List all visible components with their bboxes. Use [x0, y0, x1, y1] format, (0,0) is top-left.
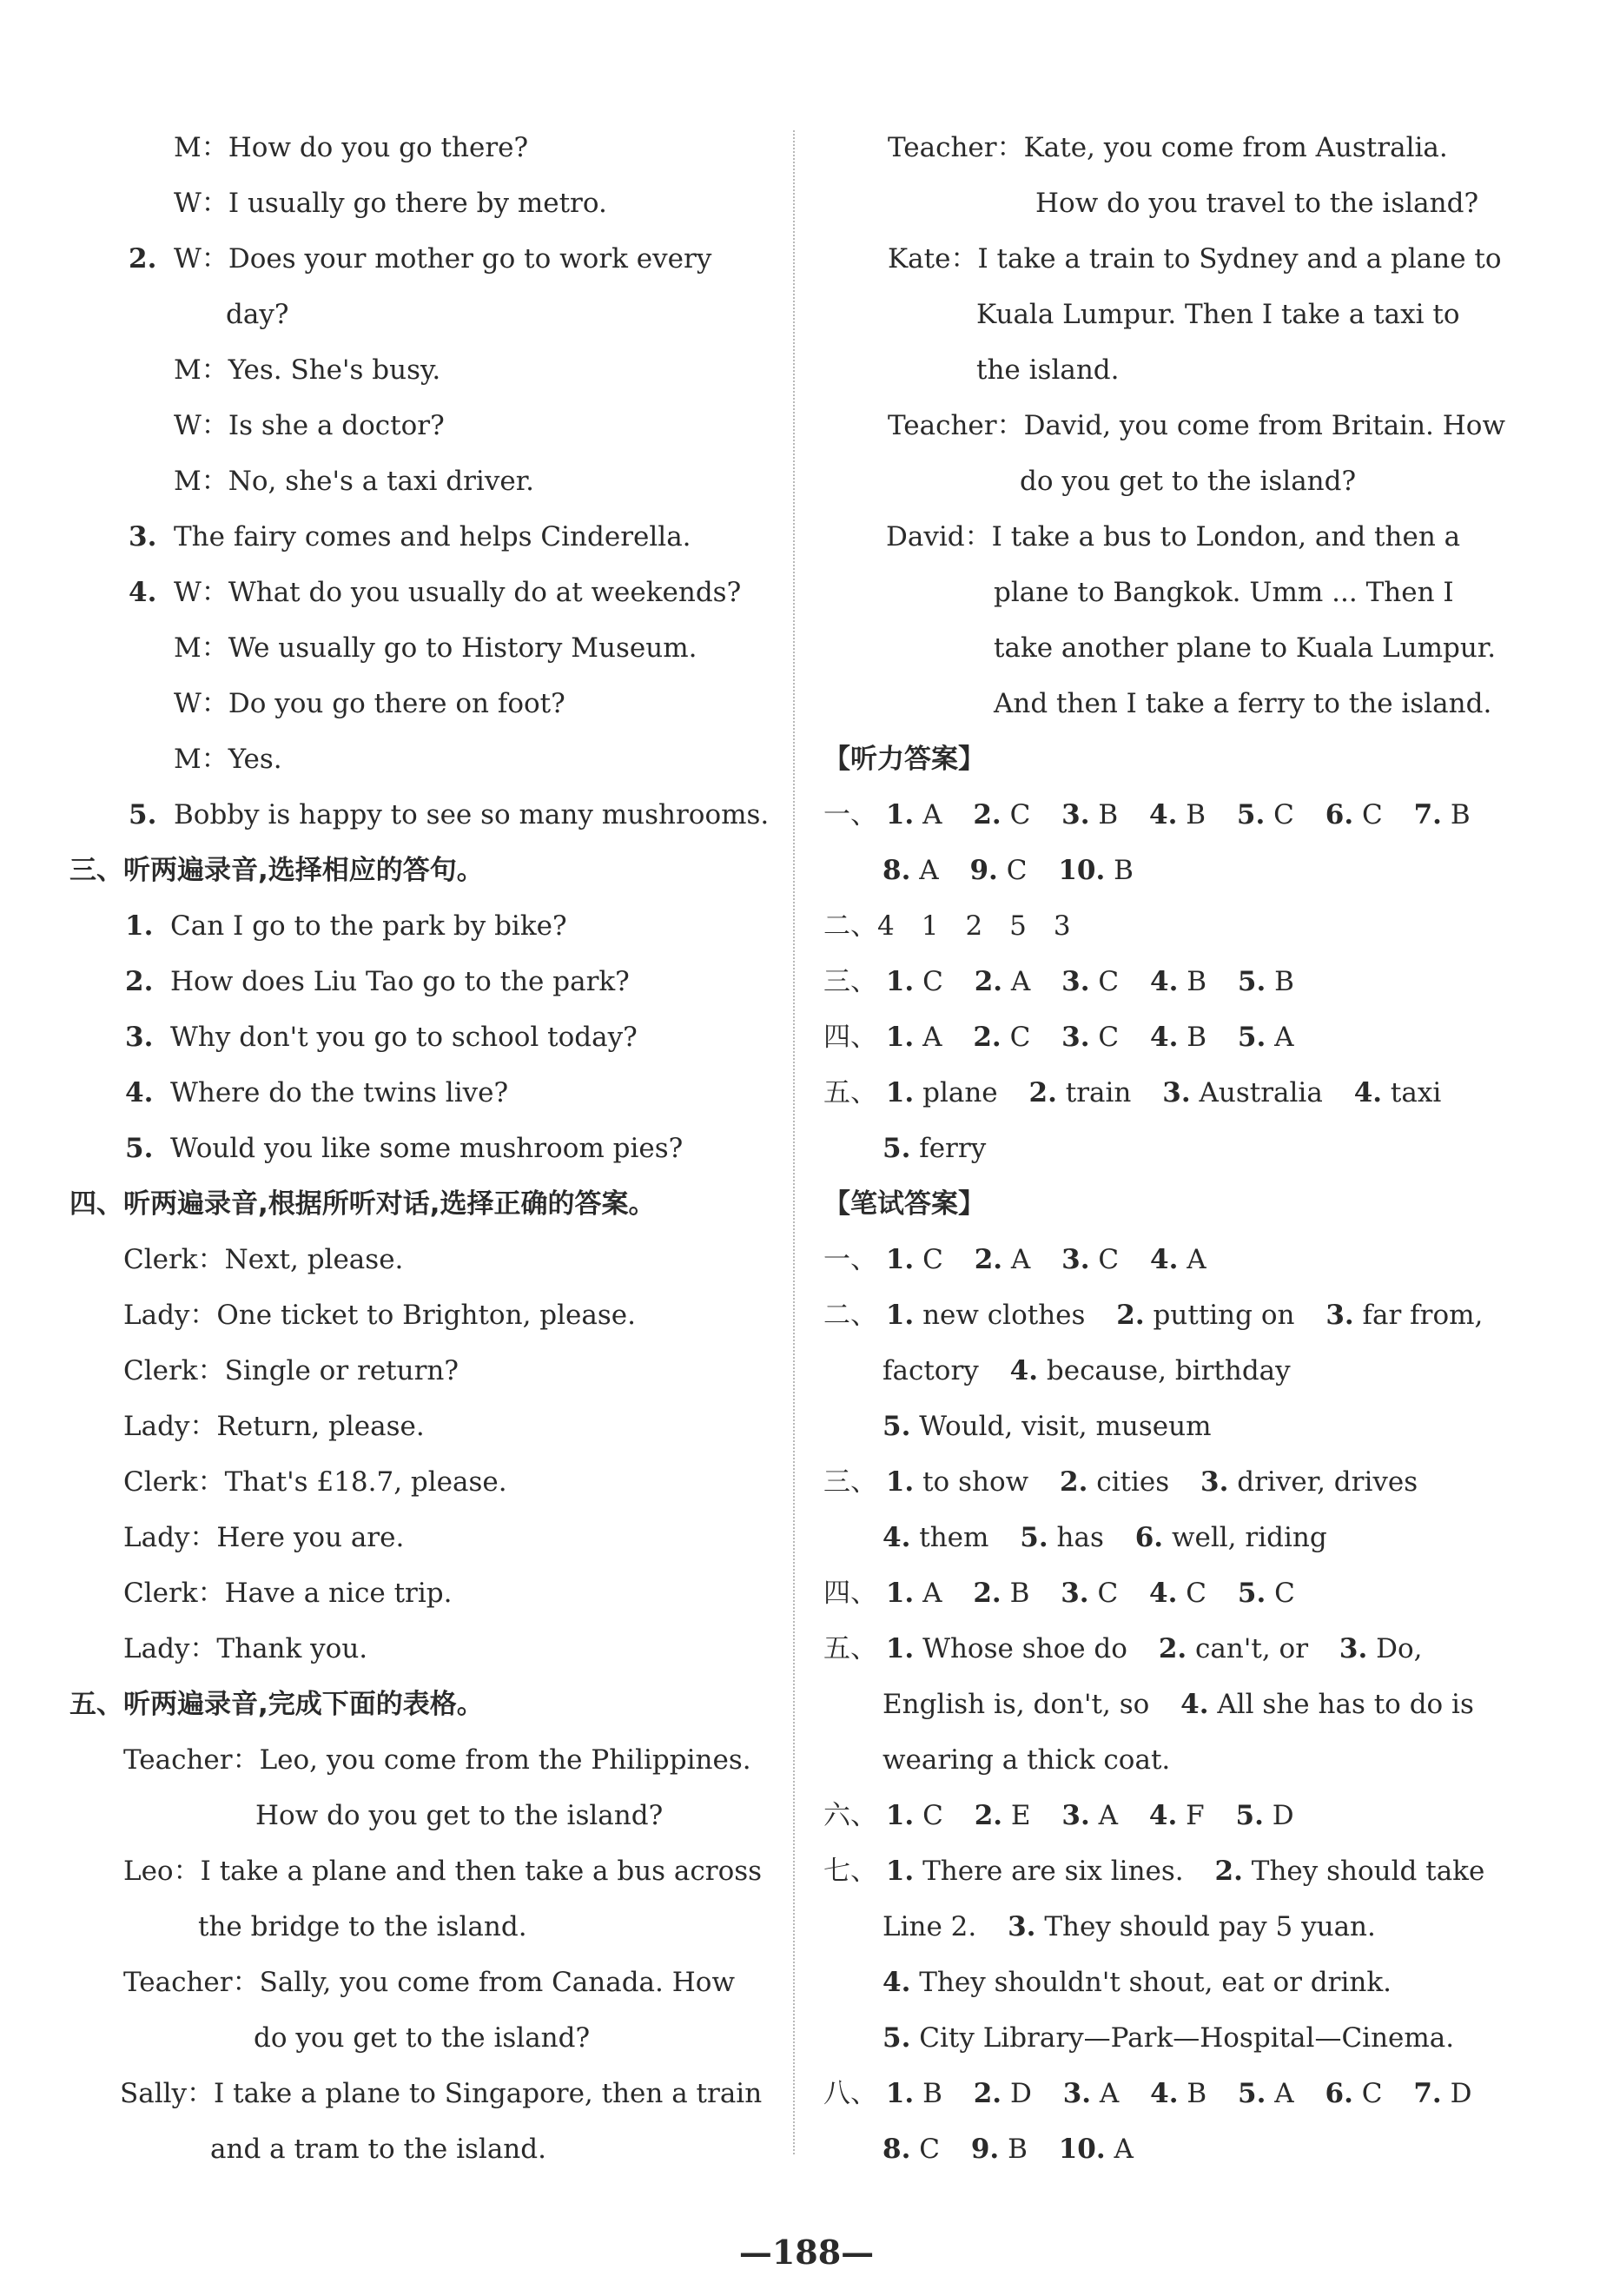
- section-prefix: 八、: [823, 2078, 877, 2109]
- answer: B: [1009, 1578, 1030, 1609]
- answer: B: [1187, 1022, 1207, 1053]
- answer-row: [823, 2010, 1525, 2066]
- text-line: M：How do you go there?: [174, 132, 529, 163]
- answer: putting on: [1153, 1300, 1295, 1331]
- item-number: 4.: [883, 1522, 911, 1553]
- dialogue-line: the bridge to the island.: [198, 1911, 527, 1942]
- item-number: 5.: [1238, 2078, 1266, 2109]
- answer-row: [823, 843, 1525, 898]
- item-number: 5.: [883, 2022, 911, 2054]
- answer: ferry: [919, 1133, 987, 1164]
- item-number: 7.: [1413, 799, 1442, 830]
- answer-row: [823, 1510, 1525, 1565]
- section-prefix: 一、: [823, 1244, 877, 1275]
- answer: A: [1099, 2078, 1120, 2109]
- section-heading: 四、听两遍录音,根据所听对话,选择正确的答案。: [69, 1188, 656, 1220]
- answer-row: [823, 1677, 1525, 1732]
- answer: C: [922, 1244, 943, 1275]
- answer: has: [1056, 1522, 1104, 1553]
- item-number: 1.: [885, 1077, 915, 1108]
- answer: C: [1186, 1578, 1207, 1609]
- answer-row: [823, 1009, 1525, 1065]
- answer-row: [823, 2121, 1525, 2177]
- item-number: 2.: [1116, 1300, 1145, 1331]
- item-number: 4.: [1150, 966, 1179, 997]
- item-number: 5.: [1236, 799, 1266, 830]
- dialogue-line: Clerk：Next, please.: [123, 1244, 404, 1275]
- section-prefix: 六、: [823, 1800, 877, 1831]
- answer: A: [922, 1022, 942, 1053]
- dialogue-line: Lady：Return, please.: [123, 1411, 425, 1442]
- answer: D: [1272, 1800, 1294, 1831]
- answer-row: [823, 1899, 1525, 1955]
- answer: can't, or: [1195, 1633, 1309, 1664]
- answer: D: [1009, 2078, 1032, 2109]
- answer-row: [823, 898, 1525, 954]
- column-divider: [793, 130, 795, 2154]
- section-prefix: 二、: [823, 1300, 877, 1331]
- item-number: 2.: [973, 2078, 1002, 2109]
- answer: Line 2.: [883, 1911, 977, 1942]
- text: Why don't you go to school today?: [170, 1022, 638, 1053]
- item-number: 1.: [885, 966, 915, 997]
- answer: B: [1187, 966, 1207, 997]
- item-number: 2.: [125, 966, 154, 997]
- item-number: 6.: [1134, 1522, 1164, 1553]
- text: Would you like some mushroom pies?: [170, 1133, 684, 1164]
- text-line: W：Do you go there on foot?: [174, 688, 565, 719]
- answer-row: [823, 2066, 1525, 2121]
- item-number: 8.: [883, 2134, 911, 2165]
- text: Bobby is happy to see so many mushrooms.: [174, 799, 770, 830]
- item-number: 2.: [974, 966, 1003, 997]
- item-number: 5.: [1237, 1022, 1266, 1053]
- item-number: 3.: [125, 1022, 154, 1053]
- answer: A: [1114, 2134, 1134, 2165]
- dialogue-line: Clerk：Have a nice trip.: [123, 1578, 453, 1609]
- item-number: 4.: [883, 1967, 911, 1998]
- dialogue-line: Lady：Here you are.: [123, 1522, 405, 1553]
- section-prefix: 一、: [823, 799, 877, 830]
- text-line: W：I usually go there by metro.: [174, 188, 607, 219]
- list-item: [120, 954, 780, 1009]
- dialogue-line: Leo：I take a plane and then take a bus across: [123, 1856, 763, 1887]
- right-column: [823, 120, 1525, 2177]
- text-line: M：We usually go to History Museum.: [174, 632, 697, 664]
- answer-row: [823, 1955, 1525, 2010]
- item-number: 1.: [885, 799, 915, 830]
- dialogue-line: Teacher：Sally, you come from Canada. How: [123, 1967, 735, 1998]
- dialogue-line: And then I take a ferry to the island.: [994, 688, 1492, 719]
- answer: A: [1187, 1244, 1206, 1275]
- answer: C: [1361, 799, 1383, 830]
- dialogue-line: plane to Bangkok. Umm ... Then I: [994, 577, 1454, 608]
- answer: They should take: [1251, 1856, 1485, 1887]
- answer: C: [922, 1800, 943, 1831]
- item-number: 4.: [1009, 1355, 1039, 1386]
- text-line: [120, 787, 780, 843]
- item-number: 1.: [885, 1300, 915, 1331]
- section-prefix: 五、: [823, 1633, 877, 1664]
- answer-row: [823, 954, 1525, 1009]
- answer: well, riding: [1171, 1522, 1327, 1553]
- answer-row: [823, 1343, 1525, 1399]
- dialogue-line: How do you travel to the island?: [1035, 188, 1479, 219]
- item-number: 5.: [883, 1411, 911, 1442]
- answer: new clothes: [922, 1300, 1086, 1331]
- listening-answers-title: 【听力答案】: [823, 744, 985, 775]
- answer: B: [1186, 799, 1206, 830]
- section-prefix: 四、: [823, 1578, 877, 1609]
- answer: All she has to do is: [1217, 1689, 1474, 1720]
- answer: B: [922, 2078, 942, 2109]
- item-number: 4.: [1149, 799, 1178, 830]
- text-line: [120, 509, 780, 565]
- answer: D: [1450, 2078, 1472, 2109]
- item-number: 1.: [885, 1244, 915, 1275]
- answer: factory: [883, 1355, 979, 1386]
- item-number: 3.: [1061, 1244, 1090, 1275]
- item-number: 3.: [1062, 2078, 1092, 2109]
- dialogue-line: do you get to the island?: [1020, 466, 1357, 497]
- answer-row: [823, 1621, 1525, 1677]
- left-column: [69, 120, 780, 2177]
- answer: A: [1274, 1022, 1294, 1053]
- answer-row: [823, 1232, 1525, 1287]
- answer: C: [1273, 799, 1294, 830]
- text-line: day?: [226, 299, 289, 330]
- dialogue-line: take another plane to Kuala Lumpur.: [994, 632, 1497, 664]
- text: W：Does your mother go to work every: [174, 243, 712, 275]
- answer: far from,: [1362, 1300, 1484, 1331]
- answer: 4 1 2 5 3: [877, 910, 1071, 942]
- section-prefix: 七、: [823, 1856, 877, 1887]
- item-number: 2.: [974, 1244, 1003, 1275]
- answer: Would, visit, museum: [919, 1411, 1212, 1442]
- item-number: 10.: [1058, 2134, 1106, 2165]
- item-number: 3.: [1061, 799, 1090, 830]
- item-number: 4.: [1180, 1689, 1209, 1720]
- item-number: 2.: [974, 1800, 1003, 1831]
- item-number: 4.: [129, 577, 157, 608]
- item-number: 5.: [1237, 1578, 1266, 1609]
- item-number: 3.: [129, 521, 157, 552]
- answer-row: [823, 1565, 1525, 1621]
- text-line: M：No, she's a taxi driver.: [174, 466, 534, 497]
- item-number: 3.: [1008, 1911, 1036, 1942]
- answer: to show: [922, 1466, 1029, 1498]
- answer: A: [1010, 966, 1031, 997]
- text: Can I go to the park by bike?: [170, 910, 567, 942]
- item-number: 5.: [1237, 966, 1266, 997]
- item-number: 5.: [129, 799, 157, 830]
- list-item: [120, 1121, 780, 1176]
- answer: taxi: [1390, 1077, 1442, 1108]
- list-item: [120, 1009, 780, 1065]
- answer: There are six lines.: [922, 1856, 1184, 1887]
- item-number: 3.: [1061, 966, 1090, 997]
- section-prefix: 三、: [823, 1466, 877, 1498]
- item-number: 4.: [1150, 1022, 1179, 1053]
- answer-row: [823, 1454, 1525, 1510]
- text: W：What do you usually do at weekends?: [174, 577, 742, 608]
- list-item: [120, 1065, 780, 1121]
- section-prefix: 五、: [823, 1077, 877, 1108]
- item-number: 8.: [883, 855, 911, 886]
- item-number: 3.: [1061, 1578, 1089, 1609]
- answer: A: [922, 1578, 942, 1609]
- dialogue-line: Kate：I take a train to Sydney and a plane to: [888, 243, 1502, 275]
- item-number: 10.: [1058, 855, 1106, 886]
- item-number: 1.: [885, 1022, 915, 1053]
- text-line: M：Yes. She's busy.: [174, 354, 441, 386]
- item-number: 4.: [1353, 1077, 1383, 1108]
- item-number: 3.: [1325, 1300, 1354, 1331]
- item-number: 3.: [1061, 1800, 1090, 1831]
- answer: A: [1010, 1244, 1031, 1275]
- item-number: 2.: [973, 1022, 1002, 1053]
- section-prefix: 三、: [823, 966, 877, 997]
- answer: B: [1274, 966, 1294, 997]
- item-number: 1.: [125, 910, 154, 942]
- item-number: 4.: [1148, 1800, 1178, 1831]
- item-number: 5.: [125, 1133, 154, 1164]
- item-number: 9.: [969, 855, 998, 886]
- section-prefix: 二、: [823, 910, 877, 942]
- item-number: 1.: [885, 1466, 915, 1498]
- answer: train: [1065, 1077, 1132, 1108]
- answer: C: [1098, 1022, 1120, 1053]
- item-number: 1.: [885, 1578, 915, 1609]
- dialogue-line: Clerk：That's £18.7, please.: [123, 1466, 507, 1498]
- answer-row: [823, 1287, 1525, 1343]
- dialogue-line: Teacher：Kate, you come from Australia.: [888, 132, 1448, 163]
- answer: driver, drives: [1237, 1466, 1418, 1498]
- answer: B: [1450, 799, 1471, 830]
- item-number: 2.: [1060, 1466, 1088, 1498]
- item-number: 1.: [885, 1800, 915, 1831]
- item-number: 3.: [1162, 1077, 1191, 1108]
- text-line: [120, 565, 780, 620]
- item-number: 5.: [1020, 1522, 1048, 1553]
- answer: C: [1009, 1022, 1031, 1053]
- answer: A: [1098, 1800, 1119, 1831]
- dialogue-line: Teacher：David, you come from Britain. How: [888, 410, 1506, 441]
- dialogue-line: Lady：Thank you.: [123, 1633, 368, 1664]
- item-number: 4.: [1150, 2078, 1179, 2109]
- answer: B: [1008, 2134, 1028, 2165]
- answer: C: [1098, 966, 1120, 997]
- answer-row: [823, 1065, 1525, 1121]
- answer: Whose shoe do: [922, 1633, 1127, 1664]
- dialogue-line: Lady：One ticket to Brighton, please.: [123, 1300, 636, 1331]
- answer: Australia: [1199, 1077, 1323, 1108]
- dialogue-line: David：I take a bus to London, and then a: [886, 521, 1461, 552]
- item-number: 2.: [973, 799, 1002, 830]
- item-number: 1.: [885, 1856, 915, 1887]
- answer-row: [823, 1788, 1525, 1843]
- text-line: M：Yes.: [174, 744, 282, 775]
- item-number: 9.: [970, 2134, 1000, 2165]
- answer: plane: [922, 1077, 998, 1108]
- answer: cities: [1096, 1466, 1170, 1498]
- text: Where do the twins live?: [170, 1077, 509, 1108]
- dialogue-line: Kuala Lumpur. Then I take a taxi to: [976, 299, 1460, 330]
- answer-row: [823, 1399, 1525, 1454]
- answer: C: [1098, 1244, 1120, 1275]
- answer: C: [1361, 2078, 1383, 2109]
- answer: A: [1274, 2078, 1294, 2109]
- answer: City Library—Park—Hospital—Cinema.: [919, 2022, 1455, 2054]
- list-item: [120, 898, 780, 954]
- dialogue-line: Clerk：Single or return?: [123, 1355, 459, 1386]
- answer: A: [922, 799, 942, 830]
- item-number: 4.: [125, 1077, 154, 1108]
- answer: F: [1186, 1800, 1205, 1831]
- answer: B: [1098, 799, 1119, 830]
- answer: C: [1009, 799, 1031, 830]
- page-number: —188—: [738, 2233, 875, 2272]
- answer: C: [1006, 855, 1028, 886]
- dialogue-line: Teacher：Leo, you come from the Philippines.: [123, 1744, 751, 1776]
- item-number: 5.: [1235, 1800, 1264, 1831]
- answer: them: [919, 1522, 989, 1553]
- answer: B: [1187, 2078, 1207, 2109]
- section-heading: 三、听两遍录音,选择相应的答句。: [69, 855, 484, 886]
- answer-row: [823, 1843, 1525, 1899]
- dialogue-line: the island.: [976, 354, 1120, 386]
- answer: C: [1097, 1578, 1119, 1609]
- answer: English is, don't, so: [883, 1689, 1150, 1720]
- section-heading: 五、听两遍录音,完成下面的表格。: [69, 1689, 484, 1720]
- answer: A: [919, 855, 939, 886]
- item-number: 5.: [883, 1133, 911, 1164]
- written-answers-title: 【笔试答案】: [823, 1188, 985, 1220]
- answer: Do,: [1376, 1633, 1423, 1664]
- answer: B: [1114, 855, 1134, 886]
- answer: E: [1010, 1800, 1031, 1831]
- item-number: 7.: [1413, 2078, 1442, 2109]
- item-number: 2.: [1158, 1633, 1187, 1664]
- item-number: 3.: [1061, 1022, 1090, 1053]
- item-number: 4.: [1149, 1578, 1178, 1609]
- text-line: [120, 231, 780, 287]
- item-number: 1.: [885, 1633, 915, 1664]
- text-line: W：Is she a doctor?: [174, 410, 445, 441]
- answer: C: [919, 2134, 940, 2165]
- text: How does Liu Tao go to the park?: [170, 966, 630, 997]
- answer-row: [823, 1121, 1525, 1176]
- section-prefix: 四、: [823, 1022, 877, 1053]
- item-number: 2.: [973, 1578, 1002, 1609]
- answer: They should pay 5 yuan.: [1044, 1911, 1376, 1942]
- item-number: 2.: [1028, 1077, 1057, 1108]
- answer: C: [1274, 1578, 1295, 1609]
- item-number: 4.: [1150, 1244, 1179, 1275]
- answer: C: [922, 966, 943, 997]
- answer: because, birthday: [1046, 1355, 1291, 1386]
- answer-row: wearing a thick coat.: [883, 1744, 1171, 1776]
- answer-row: [823, 787, 1525, 843]
- dialogue-line: and a tram to the island.: [210, 2134, 546, 2165]
- item-number: 6.: [1325, 2078, 1353, 2109]
- text: The fairy comes and helps Cinderella.: [174, 521, 691, 552]
- item-number: 1.: [885, 2078, 915, 2109]
- item-number: 3.: [1339, 1633, 1368, 1664]
- item-number: 2.: [1214, 1856, 1243, 1887]
- dialogue-line: do you get to the island?: [254, 2022, 591, 2054]
- item-number: 2.: [129, 243, 157, 275]
- dialogue-line: Sally：I take a plane to Singapore, then a train: [120, 2078, 763, 2109]
- dialogue-line: How do you get to the island?: [255, 1800, 664, 1831]
- item-number: 6.: [1325, 799, 1354, 830]
- answer: They shouldn't shout, eat or drink.: [919, 1967, 1392, 1998]
- item-number: 3.: [1200, 1466, 1229, 1498]
